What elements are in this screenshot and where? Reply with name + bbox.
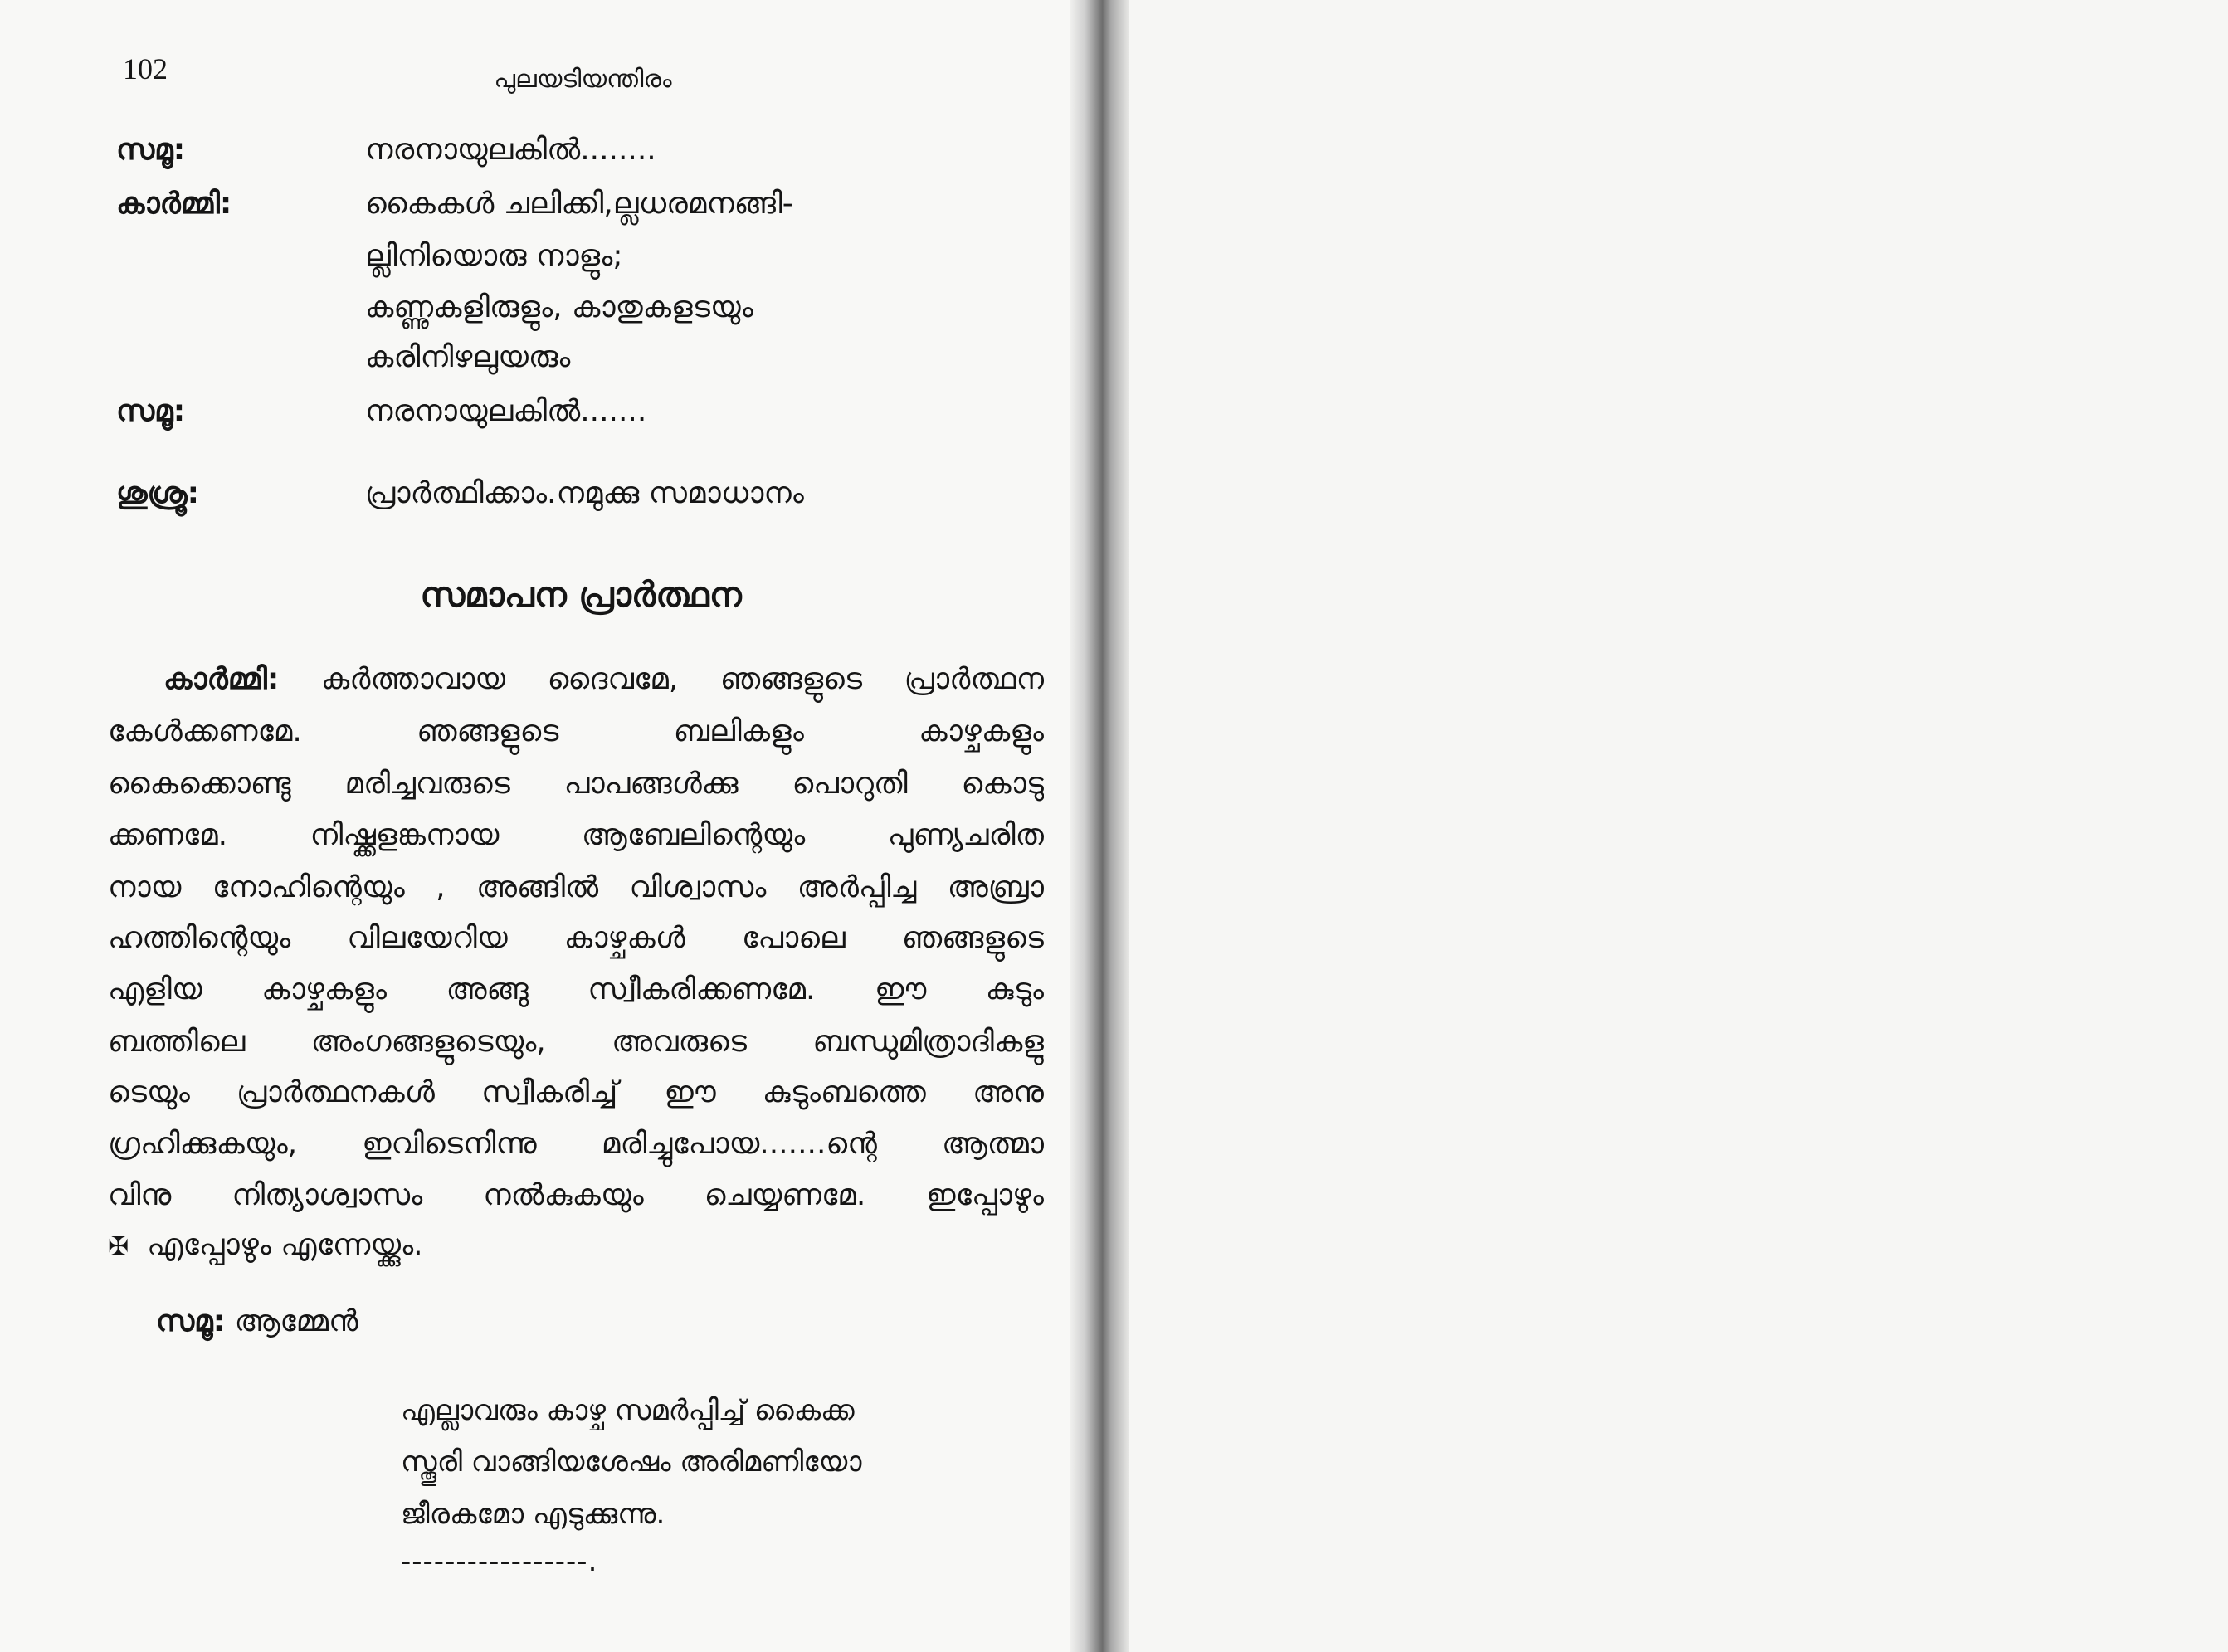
prayer-line: കേൾക്കണമേ. ഞങ്ങളുടെ ബലികളും കാഴ്ചകളും bbox=[108, 714, 1044, 748]
response-text: ആമ്മേൻ bbox=[234, 1304, 358, 1338]
prayer-line: എളിയ കാഴ്ചകളും അങ്ങു സ്വീകരിക്കണമേ. ഈ കുടും bbox=[108, 972, 1044, 1006]
section-heading: സമാപന പ്രാർത്ഥന bbox=[420, 574, 742, 615]
speaker-label: സമൂ: bbox=[156, 1304, 226, 1338]
prayer-line: ബത്തിലെ അംഗങ്ങളുടെയും, അവരുടെ ബന്ധുമിത്രാദികളു bbox=[108, 1025, 1044, 1059]
prayer-line: ടെയും പ്രാർത്ഥനകൾ സ്വീകരിച്ച് ഈ കുടുംബത്തെ അനു bbox=[108, 1075, 1044, 1109]
prayer-line bbox=[163, 662, 1044, 704]
speaker-label: സമൂ: bbox=[116, 133, 186, 167]
prayer-text: എപ്പോഴും എന്നേയ്ക്കും. bbox=[147, 1228, 423, 1262]
dialogue-line: പ്രാർത്ഥിക്കാം.നമുക്കു സമാധാനം bbox=[365, 476, 804, 510]
right-page-blank bbox=[1129, 0, 2228, 1652]
prayer-text: കർത്താവായ ദൈവമേ, ഞങ്ങളുടെ പ്രാർത്ഥന bbox=[320, 662, 1044, 696]
book-gutter-shadow bbox=[1070, 0, 1129, 1652]
prayer-line bbox=[108, 1228, 1044, 1269]
prayer-line: ക്കണമേ. നിഷ്ക്കളങ്കനായ ആബേലിന്റെയും പുണ്യചരിത bbox=[108, 818, 1044, 852]
speaker-label: സമൂ: bbox=[116, 394, 186, 428]
prayer-line: കൈക്കൊണ്ടു മരിച്ചവരുടെ പാപങ്ങൾക്കു പൊറുതി കൊടു bbox=[108, 767, 1044, 801]
dialogue-line: ല്ലിനിയൊരു നാളും; bbox=[365, 239, 623, 273]
dialogue-line: കൈകൾ ചലിക്കി,ല്ലധരമനങ്ങി- bbox=[365, 187, 793, 221]
prayer-line: നായ നോഹിന്റെയും , അങ്ങിൽ വിശ്വാസം അർപ്പിച്ച അബ്രാ bbox=[108, 870, 1044, 904]
prayer-line: ഹത്തിന്റെയും വിലയേറിയ കാഴ്ചകൾ പോലെ ഞങ്ങളുടെ bbox=[108, 921, 1044, 955]
rubric-line: ജീരകമോ എടുക്കുന്നു. bbox=[401, 1498, 665, 1531]
left-page bbox=[0, 0, 1079, 1652]
dialogue-line: കരിനിഴലുയരും bbox=[365, 340, 571, 374]
response-line bbox=[156, 1304, 358, 1339]
dialogue-line: നരനായുലകിൽ........ bbox=[365, 133, 656, 167]
running-head: പുലയടിയന്തിരം bbox=[494, 65, 672, 94]
speaker-label: ശുശ്രൂ: bbox=[116, 476, 200, 510]
prayer-line: വിനു നിത്യാശ്വാസം നൽകുകയും ചെയ്യണമേ. ഇപ്പോഴും bbox=[108, 1178, 1044, 1212]
speaker-label: കാർമ്മി: bbox=[116, 187, 232, 221]
prayer-line: ഗ്രഹിക്കുകയും, ഇവിടെനിന്നു മരിച്ചുപോയ.......ന്റെ ആത്മാ bbox=[108, 1127, 1044, 1161]
speaker-label: കാർമ്മി: bbox=[163, 662, 280, 696]
rubric-line: സ്തൂരി വാങ്ങിയശേഷം അരിമണിയോ bbox=[401, 1445, 862, 1479]
end-rule: -----------------. bbox=[401, 1545, 598, 1578]
page-number: 102 bbox=[123, 52, 168, 85]
dialogue-line: കണ്ണുകളിരുളും, കാതുകളടയും bbox=[365, 290, 753, 324]
cross-icon: ✠ bbox=[108, 1232, 129, 1261]
dialogue-line: നരനായുലകിൽ....... bbox=[365, 394, 647, 428]
rubric-line: എല്ലാവരും കാഴ്ച സമർപ്പിച്ച് കൈക്ക bbox=[401, 1394, 855, 1427]
